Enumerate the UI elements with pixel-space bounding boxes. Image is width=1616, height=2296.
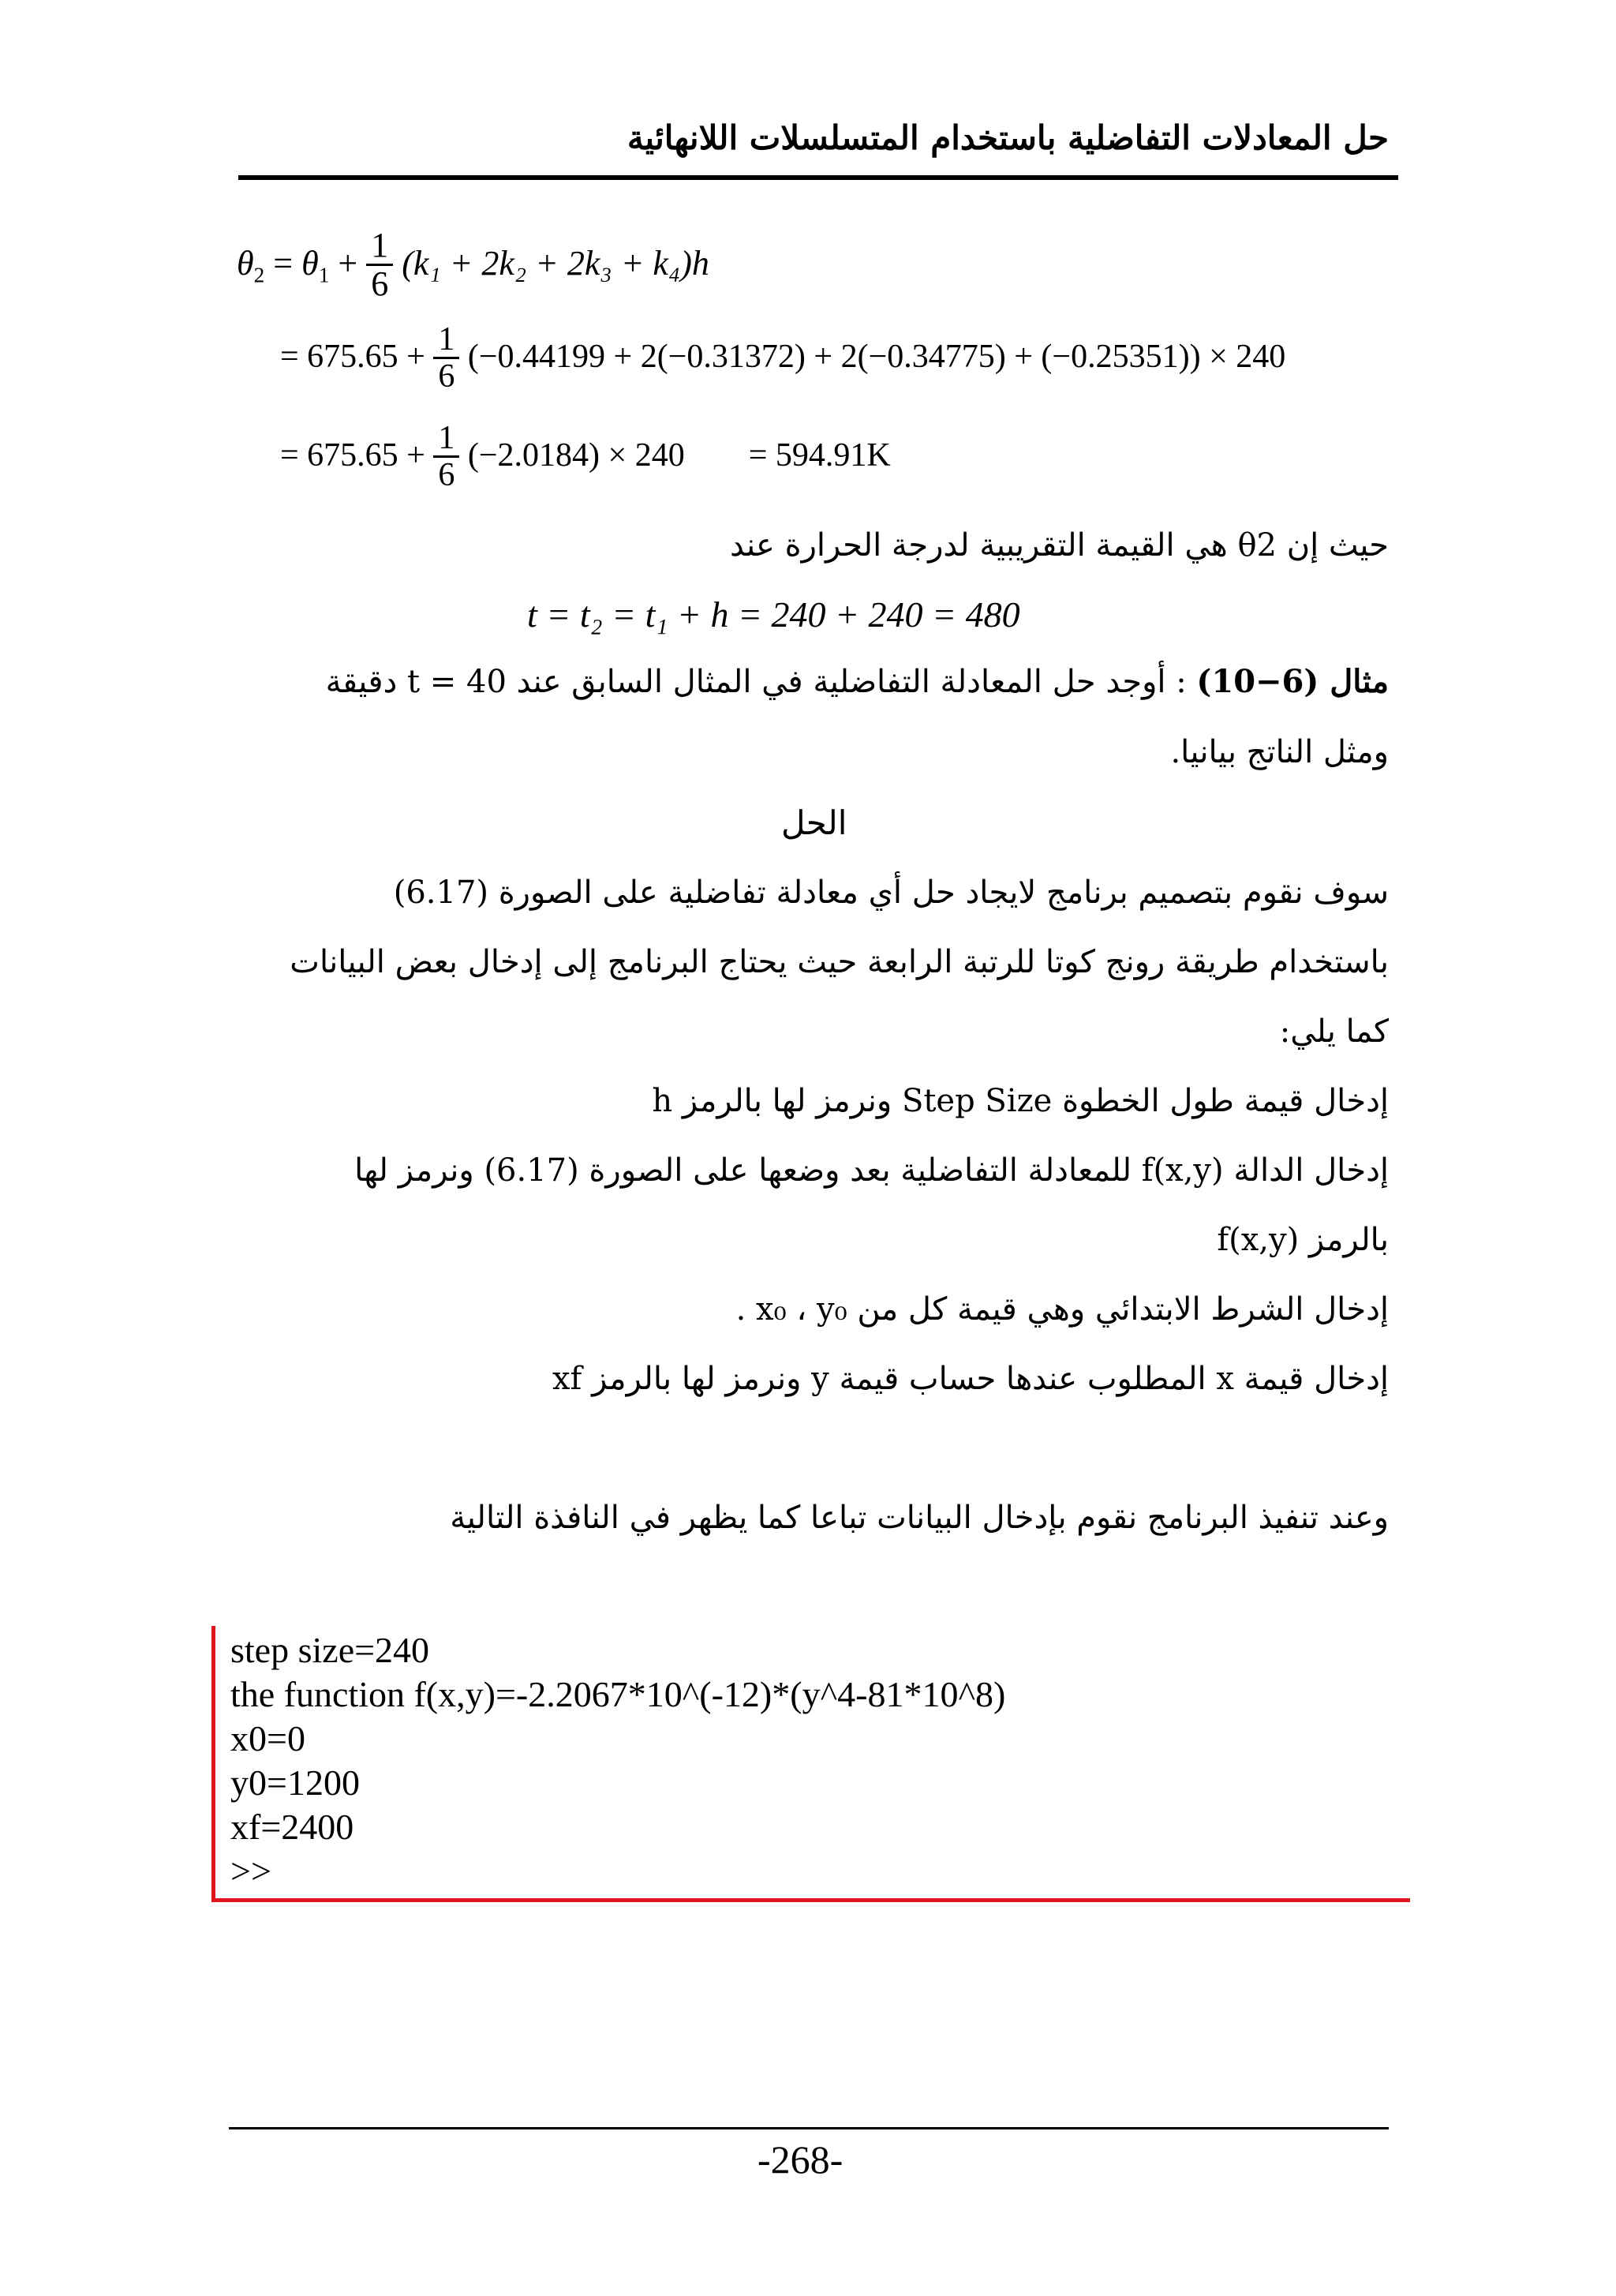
k-sum: (k₁ + 2k₂ + 2k₃ + k₄)h: [402, 243, 709, 283]
run-line: وعند تنفيذ البرنامج نقوم بإدخال البيانات تباعا كما يظهر في النافذة التالية: [450, 1500, 1389, 1536]
fraction-numerator: 1: [433, 322, 459, 359]
fraction-denominator: 6: [438, 457, 455, 494]
example-line: [326, 663, 1389, 700]
line2-lead: = 675.65 +: [280, 339, 425, 376]
paragraph-line-2: باستخدام طريقة رونج كوتا للرتبة الرابعة حيث يحتاج البرنامج إلى إدخال بعض البيانات: [290, 944, 1389, 980]
example-text: : أوجد حل المعادلة التفاضلية في المثال السابق عند t = 40 دقيقة: [325, 664, 1197, 700]
item-step-size: إدخال قيمة طول الخطوة Step Size ونرمز لها بالرمز h: [652, 1083, 1389, 1119]
theta1-subscript: 1: [318, 263, 330, 287]
paragraph-line-1: سوف نقوم بتصميم برنامج لايجاد حل أي معادلة تفاضلية على الصورة (6.17): [393, 875, 1389, 911]
console-line-xf: xf=2400: [230, 1807, 354, 1847]
paragraph-line-3: كما يلي:: [1279, 1013, 1389, 1050]
item-function-line-1: إدخال الدالة f(x,y) للمعادلة التفاضلية بعد وضعها على الصورة (6.17) ونرمز لها: [354, 1152, 1389, 1189]
fraction-numerator: 1: [366, 227, 393, 266]
line2-body: (−0.44199 + 2(−0.31372) + 2(−0.34775) + (−0.25351)) × 240: [467, 339, 1286, 376]
console-prompt: >>: [230, 1851, 271, 1891]
line3-lead: = 675.65 +: [280, 437, 425, 474]
console-line-x0: x0=0: [230, 1718, 305, 1759]
equation-theta2: [237, 226, 709, 304]
theta1-symbol: θ: [301, 243, 319, 283]
fraction-one-sixth: [366, 227, 393, 302]
running-header: حل المعادلات التفاضلية باستخدام المتسلسلات اللانهائية: [627, 118, 1389, 157]
theta2-symbol: θ: [237, 243, 254, 283]
item-function-line-2: بالرمز f(x,y): [1217, 1222, 1389, 1258]
where-line: حيث إن θ2 هي القيمة التقريبية لدرجة الحرارة عند: [729, 527, 1389, 564]
example-label: مثال (6−10): [1196, 663, 1389, 700]
theta2-subscript: 2: [253, 263, 265, 287]
line3-body: (−2.0184) × 240: [467, 437, 685, 474]
fraction-numerator: 1: [433, 421, 459, 458]
plus-sign: +: [338, 243, 358, 283]
console-line-y0: y0=1200: [230, 1762, 360, 1803]
line3-result: = 594.91K: [748, 437, 891, 474]
console-line-step-size: step size=240: [230, 1630, 430, 1670]
header-rule: [238, 175, 1398, 180]
equals-sign: =: [273, 243, 294, 283]
page-number: -268-: [758, 2137, 844, 2182]
fraction-one-sixth-3: [433, 421, 459, 493]
console-line-function: the function f(x,y)=-2.2067*10^(-12)*(y^4-81*10^8): [230, 1674, 1006, 1714]
time-equation: t = t₂ = t₁ + h = 240 + 240 = 480: [527, 594, 1020, 635]
equation-line-3: [280, 422, 891, 494]
fraction-one-sixth-2: [433, 322, 459, 394]
footer-rule: [229, 2127, 1389, 2129]
item-final-x: إدخال قيمة x المطلوب عندها حساب قيمة y ونرمز لها بالرمز xf: [552, 1361, 1389, 1397]
fraction-denominator: 6: [438, 358, 455, 395]
example-line-2: ومثل الناتج بيانيا.: [1170, 734, 1389, 770]
fraction-denominator: 6: [371, 264, 389, 304]
item-initial-condition: إدخال الشرط الابتدائي وهي قيمة كل من x₀ ، y₀ .: [735, 1291, 1389, 1328]
equation-line-2: [280, 321, 1286, 395]
solution-heading: الحل: [781, 803, 847, 842]
